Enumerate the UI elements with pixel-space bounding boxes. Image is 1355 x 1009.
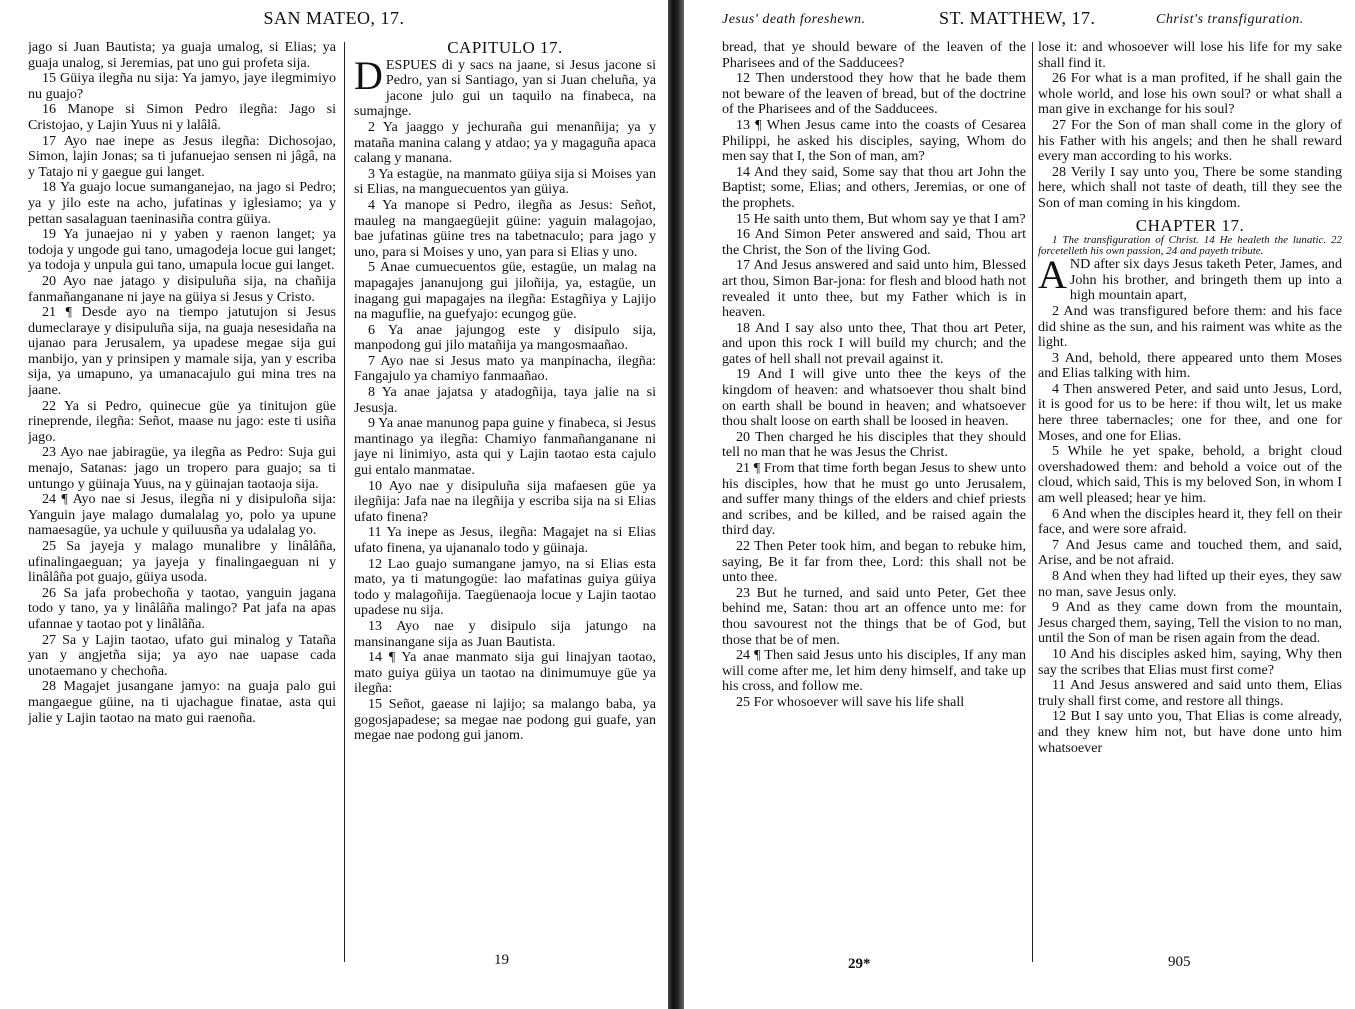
verse: 5 Anae cumuecuentos güe, estagüe, un malag na mapagajes jananujong gui jiloñija, ya, estagüe, un inagang gui mapagajes na ilegña: Estagñiya y Lajijo na maguflie, na guefyajo: ecungog güe. xyxy=(354,259,656,323)
left-column-1 xyxy=(28,40,336,969)
verse: 20 Then charged he his disciples that they should tell no man that he was Jesus the Christ. xyxy=(722,428,1026,461)
verse: 6 And when the disciples heard it, they fell on their face, and were sore afraid. xyxy=(1038,505,1342,538)
verse: bread, that ye should beware of the leaven of the Pharisees and of the Sadducees? xyxy=(722,40,1026,71)
book-gutter xyxy=(668,0,684,1009)
first-verse-text: ND after six days Jesus taketh Peter, James, and John his brother, and bringeth them up into a high mountain apart, xyxy=(1069,256,1342,304)
chapter-title: CAPITULO 17. xyxy=(447,40,563,57)
verse: 3 And, behold, there appeared unto them Moses and Elias talking with him. xyxy=(1038,349,1342,382)
verse: 25 For whosoever will save his life shall xyxy=(736,693,965,710)
verse: 2 Ya jaaggo y jechuraña gui menanñija; ya y mataña manina calang y atdao; ya y magaguña apaca calang y manana. xyxy=(354,118,656,167)
first-verse xyxy=(1038,252,1342,304)
verse: 19 Ya junaejao ni y yaben y raenon langet; ya todoja y ungode gui tano, umagodeja locue gui langet; ya todoja y unpula gui tano, umapula locue gui langet. xyxy=(28,226,336,274)
running-head-right: Christ's transfiguration. xyxy=(1156,12,1304,27)
verse: 14 ¶ Ya anae manmato sija gui linajyan taotao, mato guiya güiya un taotao na dinimumuye güe ya ilegña: xyxy=(354,649,656,697)
verse: 26 For what is a man profited, if he shall gain the whole world, and lose his own soul? or what shall a man give in exchange for his soul? xyxy=(1038,70,1342,118)
verse: 10 Ayo nae y disipuluña sija mafaesen güe ya ilegñija: Jafa nae na ilegñija y escriba sija na si Elias ufato finena? xyxy=(354,477,656,525)
verse: 15 He saith unto them, But whom say ye that I am? xyxy=(736,210,1026,227)
page-number: 19 xyxy=(494,952,509,968)
verse-list xyxy=(1038,304,1342,756)
verse: 22 Then Peter took him, and began to rebuke him, saying, Be it far from thee, Lord: this shall not be unto thee. xyxy=(722,538,1026,586)
verse: 24 ¶ Ayo nae si Jesus, ilegña ni y disipuloña sija: Yanguin jaye malago dumalalag yo, polo ya upune namaesagüe, ya uchule y quiluusña ya udalalag yo. xyxy=(28,491,336,539)
first-verse-text: ESPUES di y sacs na jaane, si Jesus jacone si Pedro, yan si Santiago, yan si Juan cheluña, ya jacone julo gui un taquilo na finabeca, na sumajnge. xyxy=(354,56,656,120)
verse: 4 Ya manope si Pedro, ilegña as Jesus: Señot, mauleg na mangaegüejit güine: yaguin malagojao, bae jufatinas güine tres na tabetnaculo; para jago y uno, para si Moises y uno, yan para si Elias y uno. xyxy=(354,196,656,260)
running-head-left: Jesus' death foreshewn. xyxy=(722,12,866,27)
signature-mark: 29* xyxy=(848,956,871,972)
left-page xyxy=(0,0,668,1009)
verse: 18 And I say also unto thee, That thou art Peter, and upon this rock I will build my church; and the gates of hell shall not prevail against it. xyxy=(722,319,1026,367)
verse: 10 And his disciples asked him, saying, Why then say the scribes that Elias must first come? xyxy=(1038,645,1342,678)
verse: 16 Manope si Simon Pedro ilegña: Jago si Cristojao, y Lajin Yuus ni y lalâlâ. xyxy=(28,101,336,133)
verse: 26 Sa jafa probechoña y taotao, yanguin jagana todo y tano, ya y linâlâña malingo? Pat jafa na apas ufannae y taotao pot y linâlâña. xyxy=(28,584,336,632)
right-column-2 xyxy=(1038,40,1342,969)
verse: 8 Ya anae jajatsa y atadogñija, taya jalie na si Jesusja. xyxy=(354,384,656,416)
verse: 21 ¶ Desde ayo na tiempo jatutujon si Jesus dumeclaraye y disipuluña sija, na guaja nesesidaña na ujanao para Jerusalem, ya upadese megae sija gui manbijo, yan y prinsipen y mamale sija, yan y escriba sija, ya umapuno, ya umanacajulo gui mina tres na jaane. xyxy=(28,304,336,399)
chapter-title: CHAPTER 17. xyxy=(1135,215,1245,235)
verse: 28 Verily I say unto you, There be some standing here, which shall not taste of death, till they see the Son of man coming in his kingdom. xyxy=(1038,163,1342,211)
first-verse xyxy=(354,52,656,120)
verse: 5 While he yet spake, behold, a bright cloud overshadowed them: and behold a voice out of the cloud, which said, This is my beloved Son, in whom I am well pleased; hear ye him. xyxy=(1038,443,1342,507)
column-rule xyxy=(1032,42,1033,962)
verse: 8 And when they had lifted up their eyes, they saw no man, save Jesus only. xyxy=(1038,568,1342,600)
drop-cap: A xyxy=(1038,252,1067,298)
chapter-summary: 1 The transfiguration of Christ. 14 He healeth the lunatic. 22 forcetelleth his own passion, 24 and payeth tribute. xyxy=(1038,234,1342,258)
verse: 14 And they said, Some say that thou art John the Baptist; some, Elias; and others, Jeremias, or one of the prophets. xyxy=(722,163,1026,211)
verse: 21 ¶ From that time forth began Jesus to shew unto his disciples, how that he must go unto Jerusalem, and suffer many things of the elders and chief priests and scribes, and be killed, and be raised again the third day. xyxy=(722,460,1026,539)
verse: 15 Señot, gaease ni lajijo; sa malango baba, ya gogosjapadese; sa megae nae podong gui guafe, yan megae nae podong gui janom. xyxy=(354,695,656,744)
verse: 27 Sa y Lajin taotao, ufato gui minalog y Tataña yan y angjetña sija; ya ayo nae uapase cada unotaemano y chechoña. xyxy=(28,631,336,679)
verse: 19 And I will give unto thee the keys of the kingdom of heaven: and whatsoever thou shalt bind on earth shall be bound in heaven; and whatsoever thou shalt loose on earth shall be loosed in heaven. xyxy=(722,366,1026,430)
verse: 13 Ayo nae y disipulo sija jatungo na mansinangane sija as Juan Bautista. xyxy=(354,617,656,650)
verse: 25 Sa jayeja y malago munalibre y linâlâña, ufinalingaeguan; ya jayeja y finalingaeguan ni y linâlâña pot guajo, güiya usoda. xyxy=(28,538,336,586)
verse: 4 Then answered Peter, and said unto Jesus, Lord, it is good for us to be here: if thou wilt, let us make here three tabernacles; one for thee, and one for Moses, and one for Elias. xyxy=(1038,380,1342,444)
verse: 23 But he turned, and said unto Peter, Get thee behind me, Satan: thou art an offence unto me: for thou savourest not the things that be of God, but those that be of men. xyxy=(722,584,1026,648)
right-column-1 xyxy=(722,40,1026,969)
verse: jago si Juan Bautista; ya guaja umalog, si Elias; ya guaja unalog, si Jeremias, pat uno gui profeta sija. xyxy=(28,40,336,71)
verse: 9 Ya anae manunog papa guine y finabeca, si Jesus mantinago ya ilegña: Chamiyo fanmañanganane ni jaye ni linimiyo, asta qui y Lajin taotao esta cajulo gui entalo manmatae. xyxy=(354,415,656,479)
verse: 20 Ayo nae jatago y disipuluña sija, na chañija fanmañanganane ni jaye na güiya si Jesus y Cristo. xyxy=(28,272,336,305)
column-rule xyxy=(344,42,345,962)
verse: 28 Magajet jusangane jamyo: na guaja palo gui mangaegue güine, na ti ujachague finatae, asta qui jalie y Lajin taotao na mato gui raenoña. xyxy=(28,678,336,726)
verse: 22 Ya si Pedro, quinecue güe ya tinitujon güe rineprende, ilegña: Señot, maase nu jago: este ti usiña jago. xyxy=(28,397,336,445)
verse: 16 And Simon Peter answered and said, Thou art the Christ, the Son of the living God. xyxy=(722,226,1026,258)
verse: 27 For the Son of man shall come in the glory of his Father with his angels; and then he shall reward every man according to his works. xyxy=(1038,116,1342,165)
verse-list-pre xyxy=(1038,40,1342,212)
verse: 23 Ayo nae jabiragüe, ya ilegña as Pedro: Suja gui menajo, Satanas: jago un tropero para guajo; sa ti untungo y güinaja Yuus, na y güinajan taotaoja sija. xyxy=(28,444,336,492)
verse: 9 And as they came down from the mountain, Jesus charged them, saying, Tell the vision to no man, until the Son of man be risen again from the dead. xyxy=(1038,599,1342,647)
verse: lose it: and whosoever will lose his life for my sake shall find it. xyxy=(1038,40,1342,71)
verse: 11 Ya inepe as Jesus, ilegña: Magajet na si Elias ufato finena, ya ujananalo todo y güinaja. xyxy=(354,524,656,556)
verse: 13 ¶ When Jesus came into the coasts of Cesarea Philippi, he asked his disciples, saying, Whom do men say that I, the Son of man, am? xyxy=(722,116,1026,165)
verse: 12 But I say unto you, That Elias is come already, and they knew him not, but have done unto him whatsoever xyxy=(1038,708,1342,756)
verse: 24 ¶ Then said Jesus unto his disciples, If any man will come after me, let him deny himself, and take up his cross, and follow me. xyxy=(722,647,1026,695)
verse: 15 Güiya ilegña nu sija: Ya jamyo, jaye ilegmimiyo nu guajo? xyxy=(28,70,336,102)
right-page xyxy=(684,0,1355,1009)
verse: 11 And Jesus answered and said unto them, Elias truly shall first come, and restore all things. xyxy=(1038,677,1342,709)
running-head: SAN MATEO, 17. xyxy=(263,8,405,28)
verse: 7 Ayo nae si Jesus mato ya manpinacha, ilegña: Fangajulo ya chamiyo fanmaañao. xyxy=(354,352,656,385)
verse: 17 Ayo nae inepe as Jesus ilegña: Dichosojao, Simon, lajin Jonas; sa ti jufanuejao sensen ni jâgâ, na y Tatajo ni y gaegue gui langet. xyxy=(28,132,336,180)
verse: 12 Then understood they how that he bade them not beware of the leaven of bread, but of the doctrine of the Pharisees and of the Sadducees. xyxy=(722,70,1026,118)
verse: 3 Ya estagüe, na manmato güiya sija si Moises yan si Elias, na manguecuentos yan güiya. xyxy=(354,165,656,198)
verse-list xyxy=(354,120,656,744)
left-column-2 xyxy=(354,40,656,969)
verse: 17 And Jesus answered and said unto him, Blessed art thou, Simon Bar-jona: for flesh and blood hath not revealed it unto thee, but my Father which is in heaven. xyxy=(722,257,1026,321)
verse: 7 And Jesus came and touched them, and said, Arise, and be not afraid. xyxy=(1038,536,1342,569)
verse: 6 Ya anae jajungog este y disipulo sija, manpodong gui jilo matañija ya mangosmaañao. xyxy=(354,321,656,354)
drop-cap: D xyxy=(354,52,383,98)
page-number: 905 xyxy=(1168,954,1191,970)
running-head-center: ST. MATTHEW, 17. xyxy=(939,8,1096,28)
verse: 18 Ya guajo locue sumanganejao, na jago si Pedro; ya y jilo este na acho, jufatinas y iglesiamo; ya y pettan sasalaguan taeninasiña contra güiya. xyxy=(28,179,336,227)
verse: 2 And was transfigured before them: and his face did shine as the sun, and his raiment was white as the light. xyxy=(1038,302,1342,351)
verse: 12 Lao guajo sumangane jamyo, na si Elias esta mato, ya ti matungogüe: lao mafatinas guiya güiya todo y malagoñija. Taegüenaoja locue y Lajin taotao upadese nu sija. xyxy=(354,555,656,619)
